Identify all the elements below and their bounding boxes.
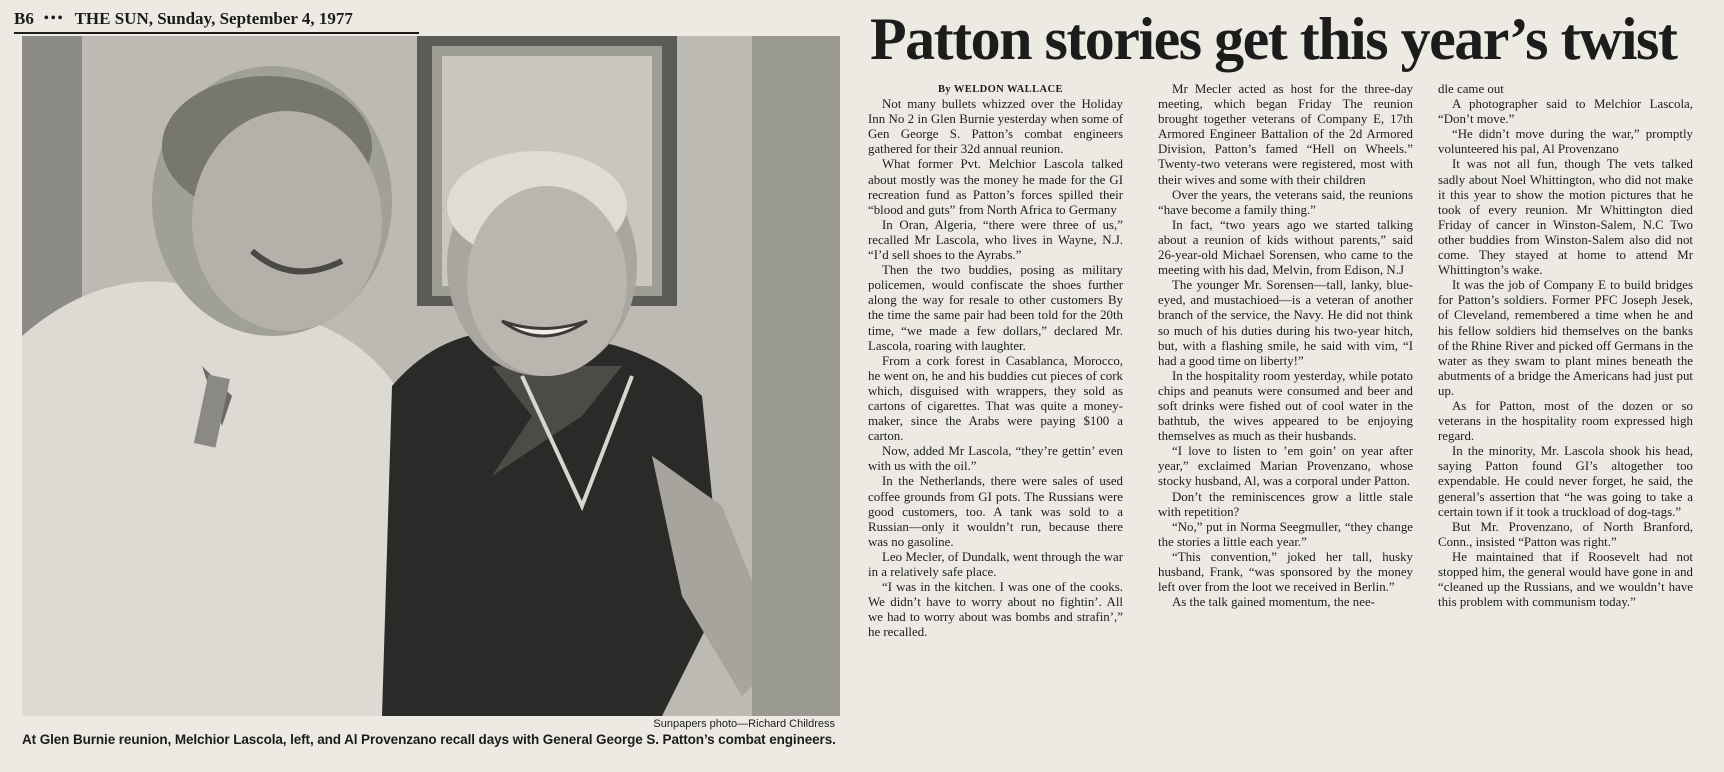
column-1 bbox=[868, 82, 1123, 770]
paragraph: Now, added Mr Lascola, “they’re gettin’ even with us with the oil.” bbox=[868, 444, 1123, 474]
paragraph: “He didn’t move during the war,” promptly volunteered his pal, Al Provenzano bbox=[1438, 127, 1693, 157]
paragraph: It was not all fun, though The vets talked sadly about Noel Whittington, who did not make it this year to show the motion pictures that he took of every reunion. Mr Whittington died Friday of cancer in Winston-Salem, N.C Two other buddies from Winston-Salem also did not come. They stayed at home to attend Mr Whittington’s wake. bbox=[1438, 157, 1693, 278]
byline: By WELDON WALLACE bbox=[938, 84, 1063, 95]
paragraph: Mr Mecler acted as host for the three-day meeting, which began Friday The reunion brought together veterans of Company E, 17th Armored Engineer Battalion of the 2d Armored Division, Patton’s famed “Hell on Wheels.” Twenty-two veterans were registered, most with their wives and some with their children bbox=[1158, 82, 1413, 187]
photo-illustration bbox=[22, 36, 840, 716]
paragraph: Then the two buddies, posing as military policemen, would confiscate the shoes further along the way for resale to other customers By the time the same pair had been told for the 20th time, “we made a few dollars,” declared Mr. Lascola, roaring with laughter. bbox=[868, 263, 1123, 353]
paragraph: In the minority, Mr. Lascola shook his head, saying Patton found GI’s altogether too expendable. He could never forget, he said, the general’s assertion that “he was going to take a certain town if it took a truckload of dog-tags.” bbox=[1438, 444, 1693, 519]
photo-caption: At Glen Burnie reunion, Melchior Lascola, left, and Al Provenzano recall days with General George S. Patton’s combat engineers. bbox=[22, 732, 836, 747]
paragraph: Don’t the reminiscences grow a little stale with repetition? bbox=[1158, 489, 1413, 519]
column-2 bbox=[1158, 82, 1413, 770]
paragraph: In the Netherlands, there were sales of used coffee grounds from GI pots. The Russians were good customers, too. A tank was sold to a Russian—only it wouldn’t run, because there was no gasoline. bbox=[868, 474, 1123, 549]
paragraph: But Mr. Provenzano, of North Branford, Conn., insisted “Patton was right.” bbox=[1438, 519, 1693, 549]
paragraph: “No,” put in Norma Seegmuller, “they change the stories a little each year.” bbox=[1158, 519, 1413, 549]
paragraph: The younger Mr. Sorensen—tall, lanky, blue-eyed, and mustachioed—is a veteran of another branch of the service, the Navy. He did not think so much of his duties during his two-year hitch, but, with a flashing smile, he said with vim, “I had a good time on liberty!” bbox=[1158, 278, 1413, 368]
paragraph: What former Pvt. Melchior Lascola talked about mostly was the money he made for the GI recreation fund as Patton’s forces spilled their “blood and guts” from North Africa to Germany bbox=[868, 157, 1123, 217]
column-3 bbox=[1438, 82, 1693, 770]
paragraph: From a cork forest in Casablanca, Morocco, he went on, he and his buddies cut pieces of cork which, disguised with wrappers, they sold as cartons of cigarettes. That was quite a money-maker, since the Arabs were paying $100 a carton. bbox=[868, 353, 1123, 444]
page-number: B6 bbox=[14, 9, 34, 28]
paragraph: “I was in the kitchen. I was one of the cooks. We didn’t have to worry about no fightin’. All we had to worry about was bombs and strafin’,” he recalled. bbox=[868, 580, 1123, 640]
masthead-dots: ••• bbox=[43, 11, 65, 26]
paragraph: It was the job of Company E to build bridges for Patton’s soldiers. Former PFC Joseph Jesek, of Cleveland, remembered a time when he and his fellow soldiers hid themselves on the banks of the Rhine River and picked off Germans in the water as they swam to plant mines beneath the abutments of a bridge the Americans had just put up. bbox=[1438, 278, 1693, 398]
masthead-text: THE SUN, Sunday, September 4, 1977 bbox=[74, 9, 353, 28]
paragraph: Not many bullets whizzed over the Holiday Inn No 2 in Glen Burnie yesterday when some of Gen George S. Patton’s combat engineers gathered for their 32d annual reunion. bbox=[868, 97, 1123, 157]
paragraph: dle came out bbox=[1438, 82, 1504, 96]
headline: Patton stories get this year’s twist bbox=[870, 6, 1677, 72]
paragraph: Over the years, the veterans said, the reunions “have become a family thing.” bbox=[1158, 187, 1413, 217]
paragraph: In fact, “two years ago we started talking about a reunion of kids without parents,” said 26-year-old Michael Sorensen, who came to the meeting with his dad, Melvin, from Edison, N.J bbox=[1158, 217, 1413, 278]
paragraph: “This convention,” joked her tall, husky husband, Frank, “was sponsored by the money left over from the loot we received in Berlin.” bbox=[1158, 549, 1413, 595]
photo-credit: Sunpapers photo—Richard Childress bbox=[653, 718, 835, 730]
paragraph: Leo Mecler, of Dundalk, went through the war in a relatively safe place. bbox=[868, 549, 1123, 579]
paragraph: In Oran, Algeria, “there were three of us,” recalled Mr Lascola, who lives in Wayne, N.J. “I’d sell shoes to the Ayrabs.” bbox=[868, 217, 1123, 263]
paragraph: As for Patton, most of the dozen or so veterans in the hospitality room expressed high regard. bbox=[1438, 398, 1693, 444]
paragraph: “I love to listen to ’em goin’ on year after year,” exclaimed Marian Provenzano, whose stocky husband, Al, was a corporal under Patton. bbox=[1158, 444, 1413, 489]
masthead bbox=[14, 6, 419, 34]
paragraph: In the hospitality room yesterday, while potato chips and peanuts were consumed and beer and soft drinks were fished out of cool water in the bathtub, the wives appeared to be enjoying themselves as much as their husbands. bbox=[1158, 368, 1413, 444]
photo bbox=[22, 36, 840, 716]
paragraph: He maintained that if Roosevelt had not stopped him, the general would have gone in and “cleaned up the Russians, and we wouldn’t have this problem with communism today.” bbox=[1438, 549, 1693, 610]
paragraph: A photographer said to Melchior Lascola, “Don’t move.” bbox=[1438, 97, 1693, 127]
paragraph: As the talk gained momentum, the nee- bbox=[1172, 595, 1375, 610]
